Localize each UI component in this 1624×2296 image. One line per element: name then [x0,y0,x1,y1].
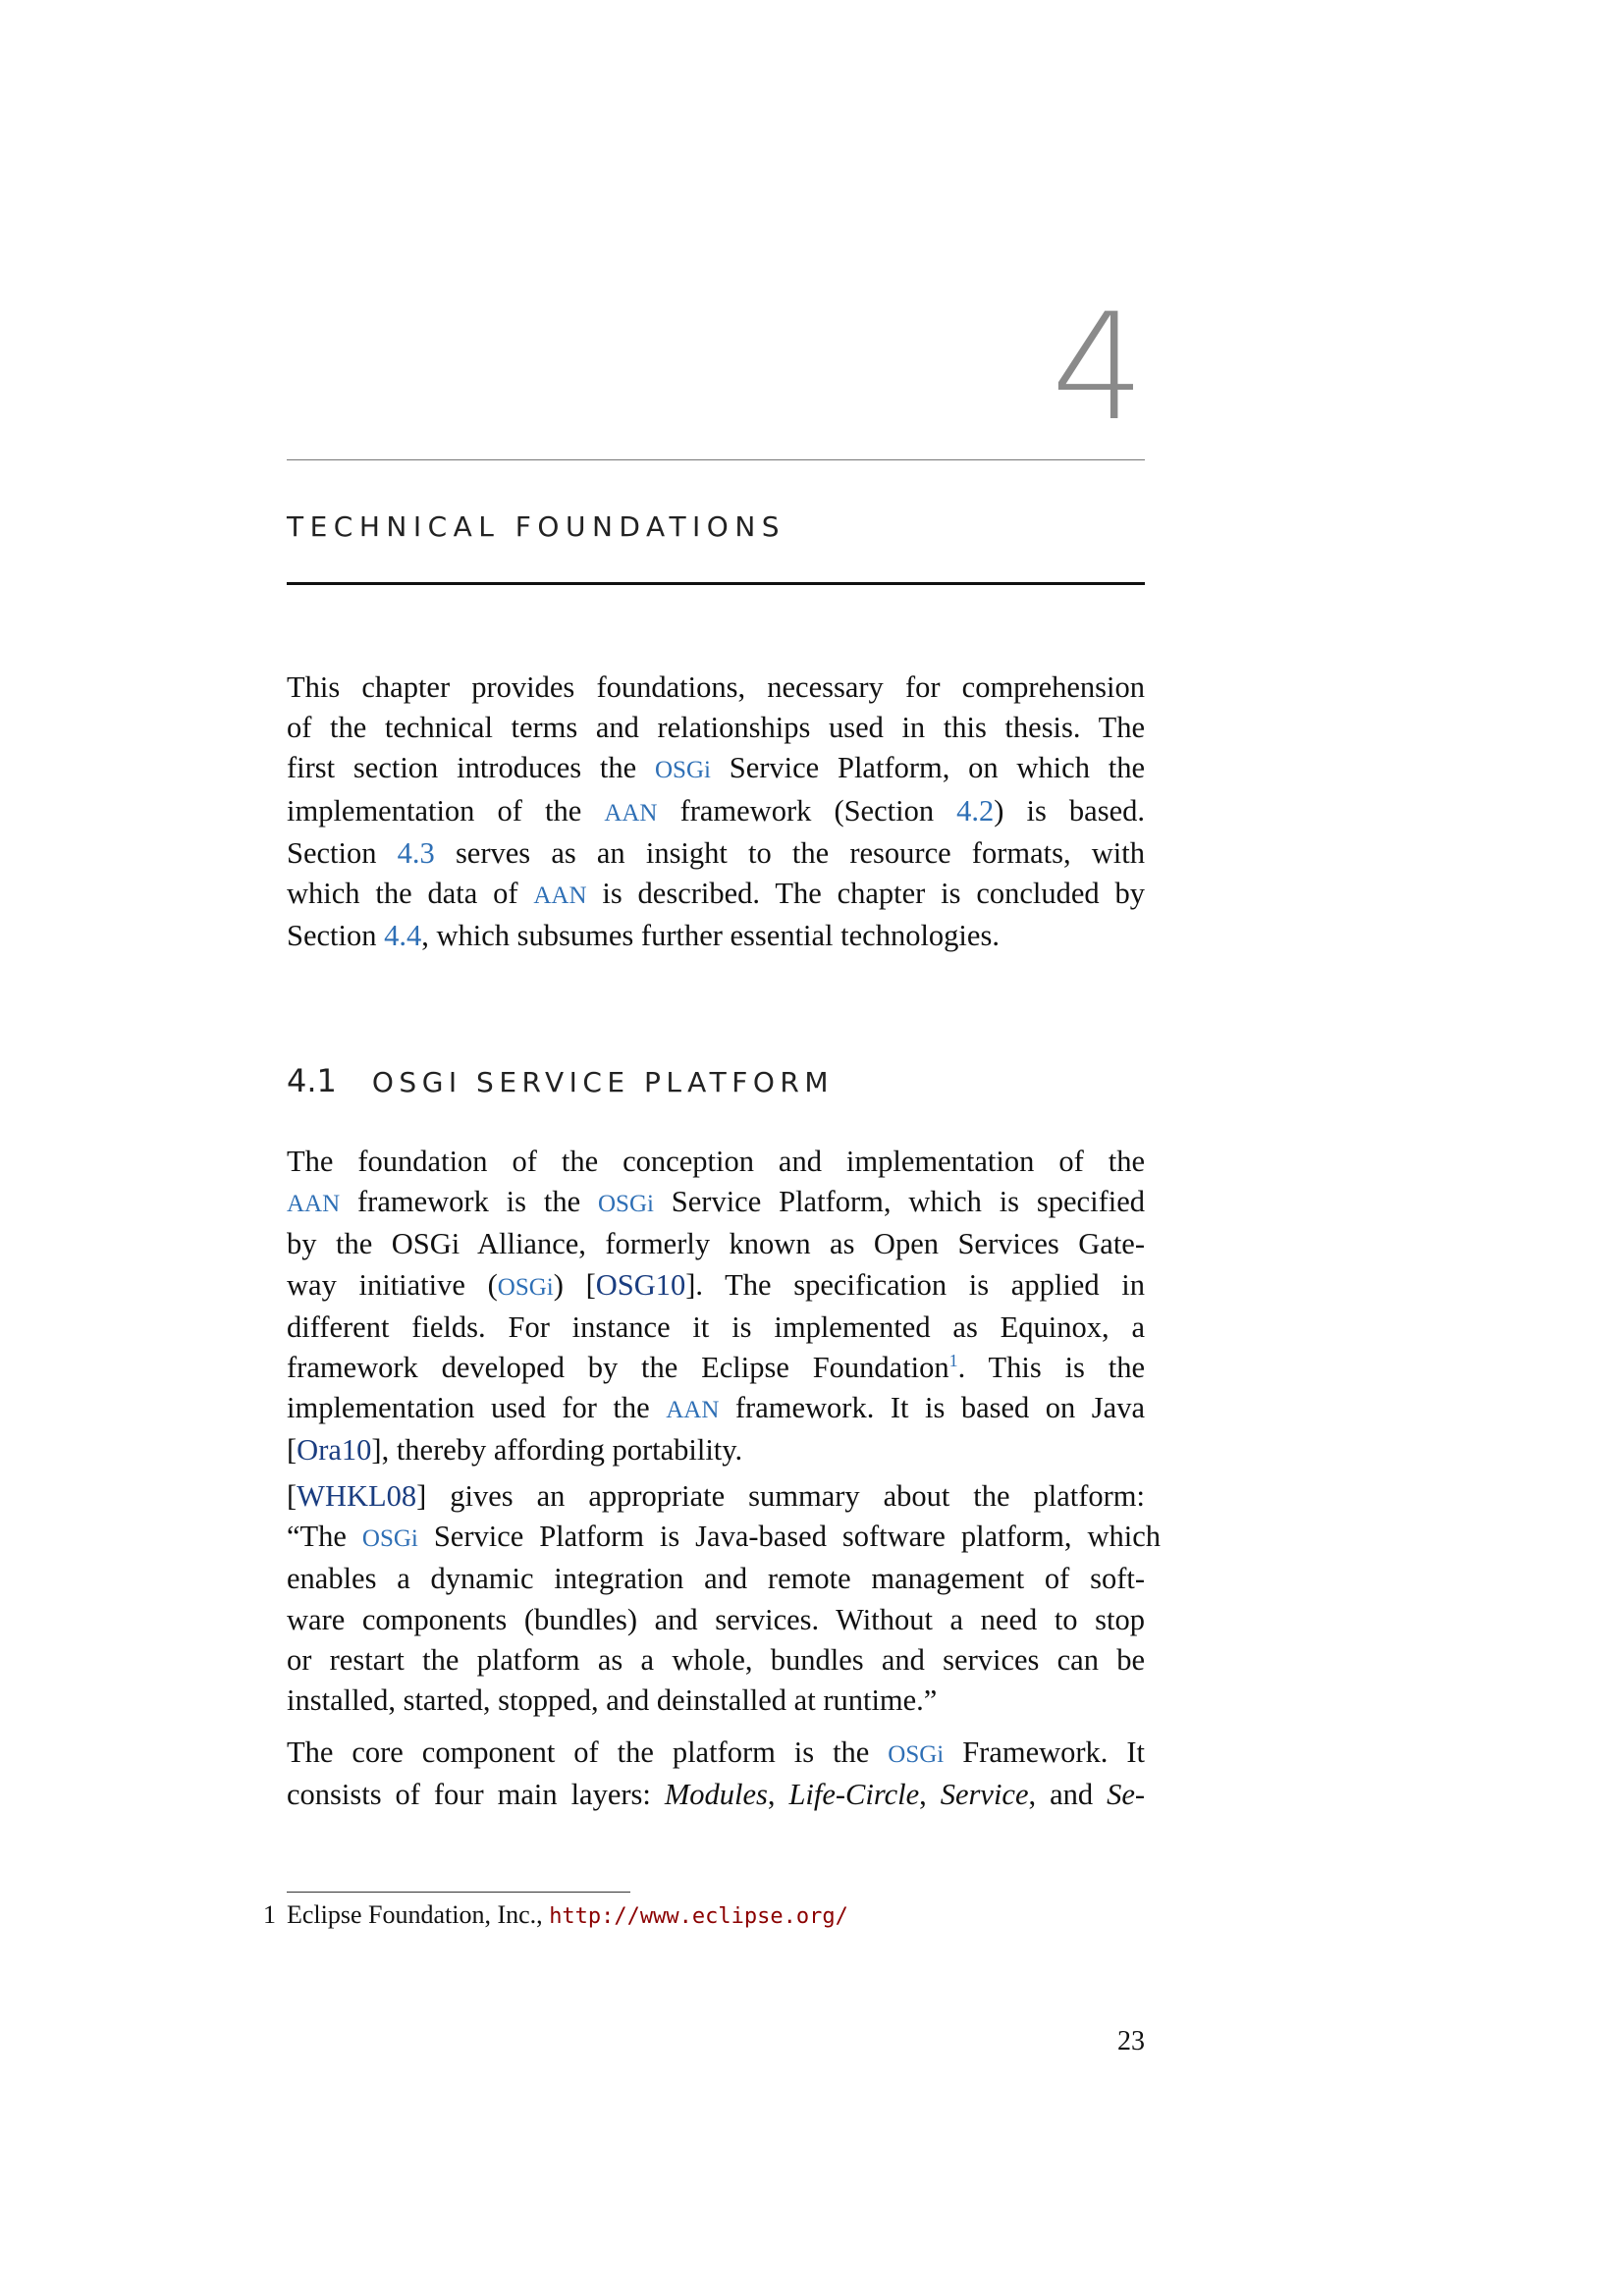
body-line: enables a dynamic integration and remote management of soft- [287,1562,1145,1596]
footnote-rule [287,1892,630,1893]
chapter-rule-bottom [287,582,1145,585]
footnote-text: Eclipse Foundation, Inc., [287,1900,550,1929]
body-line: “The OSGi Service Platform is Java-based software platform, which [287,1520,1161,1554]
section-number: 4.1 [287,1062,337,1099]
body-line: implementation used for the AAN framework. It is based on Java [287,1391,1145,1425]
body-line: The core component of the platform is the OSGi Framework. It [287,1735,1145,1769]
acronym-link[interactable]: AAN [604,799,658,827]
body-line: The foundation of the conception and implementation of the [287,1145,1145,1178]
acronym-link[interactable]: OSGi [597,1191,654,1218]
intro-line: Section 4.4, which subsumes further essential technologies. [287,919,1000,953]
body-line: [Ora10], thereby affording portability. [287,1433,743,1468]
intro-line: Section 4.3 serves as an insight to the resource formats, with [287,835,1145,870]
section-ref-link[interactable]: 4.4 [384,919,422,953]
acronym-link[interactable]: AAN [533,882,587,910]
citation-link[interactable]: WHKL08 [297,1479,417,1513]
body-line: consists of four main layers: Modules, Life-Circle, Service, and Se- [287,1778,1146,1812]
citation-link[interactable]: Ora10 [297,1433,372,1468]
body-line: or restart the platform as a whole, bundles and services can be [287,1642,1145,1677]
acronym-link[interactable]: OSGi [361,1525,418,1553]
body-line: by the OSGi Alliance, formerly known as Open Services Gate- [287,1227,1145,1261]
footnote-marker-link[interactable]: 1 [948,1350,958,1370]
section-ref-link[interactable]: 4.2 [956,793,995,828]
body-paragraph-2 [287,1476,1161,1721]
chapter-rule-top [287,459,1145,460]
footnote-number: 1 [263,1900,276,1929]
intro-line: implementation of the AAN framework (Section 4.2) is based. [287,793,1145,828]
acronym-link[interactable]: OSGi [654,757,711,784]
body-paragraph-1 [287,1142,1145,1471]
intro-line: first section introduces the OSGi Service Platform, on which the [287,751,1145,785]
acronym-link[interactable]: AAN [287,1191,341,1218]
chapter-number: 4 [1051,283,1145,454]
body-paragraph-3 [287,1733,1145,1815]
footnote-url-link[interactable]: http://www.eclipse.org/ [549,1904,848,1929]
intro-line: of the technical terms and relationships used in this thesis. The [287,711,1145,745]
body-line: ware components (bundles) and services. Without a need to stop [287,1602,1145,1636]
acronym-link[interactable]: OSGi [888,1741,945,1768]
footnote [263,1898,848,1934]
body-line: way initiative (OSGi) [OSG10]. The specification is applied in [287,1267,1145,1302]
chapter-title: TECHNICAL FOUNDATIONS [287,510,786,543]
section-ref-link[interactable]: 4.3 [397,835,435,870]
intro-line: which the data of AAN is described. The chapter is concluded by [287,877,1145,911]
body-line: installed, started, stopped, and deinstalled at runtime.” [287,1683,938,1718]
acronym-link[interactable]: AAN [666,1397,720,1424]
body-line: [WHKL08] gives an appropriate summary about the platform: [287,1479,1145,1513]
intro-line: This chapter provides foundations, necessary for comprehension [287,670,1145,704]
citation-link[interactable]: OSG10 [595,1267,686,1302]
body-line: AAN framework is the OSGi Service Platform, which is specified [287,1185,1145,1219]
body-line: different fields. For instance it is implemented as Equinox, a [287,1309,1145,1344]
section-title: OSGI SERVICE PLATFORM [371,1066,834,1098]
acronym-link[interactable]: OSGi [497,1273,554,1301]
page-number: 23 [1117,2026,1145,2056]
body-line: framework developed by the Eclipse Foundation$^1$. This is the [287,1350,1145,1385]
section-heading [287,1062,834,1099]
intro-paragraph [287,667,1145,956]
